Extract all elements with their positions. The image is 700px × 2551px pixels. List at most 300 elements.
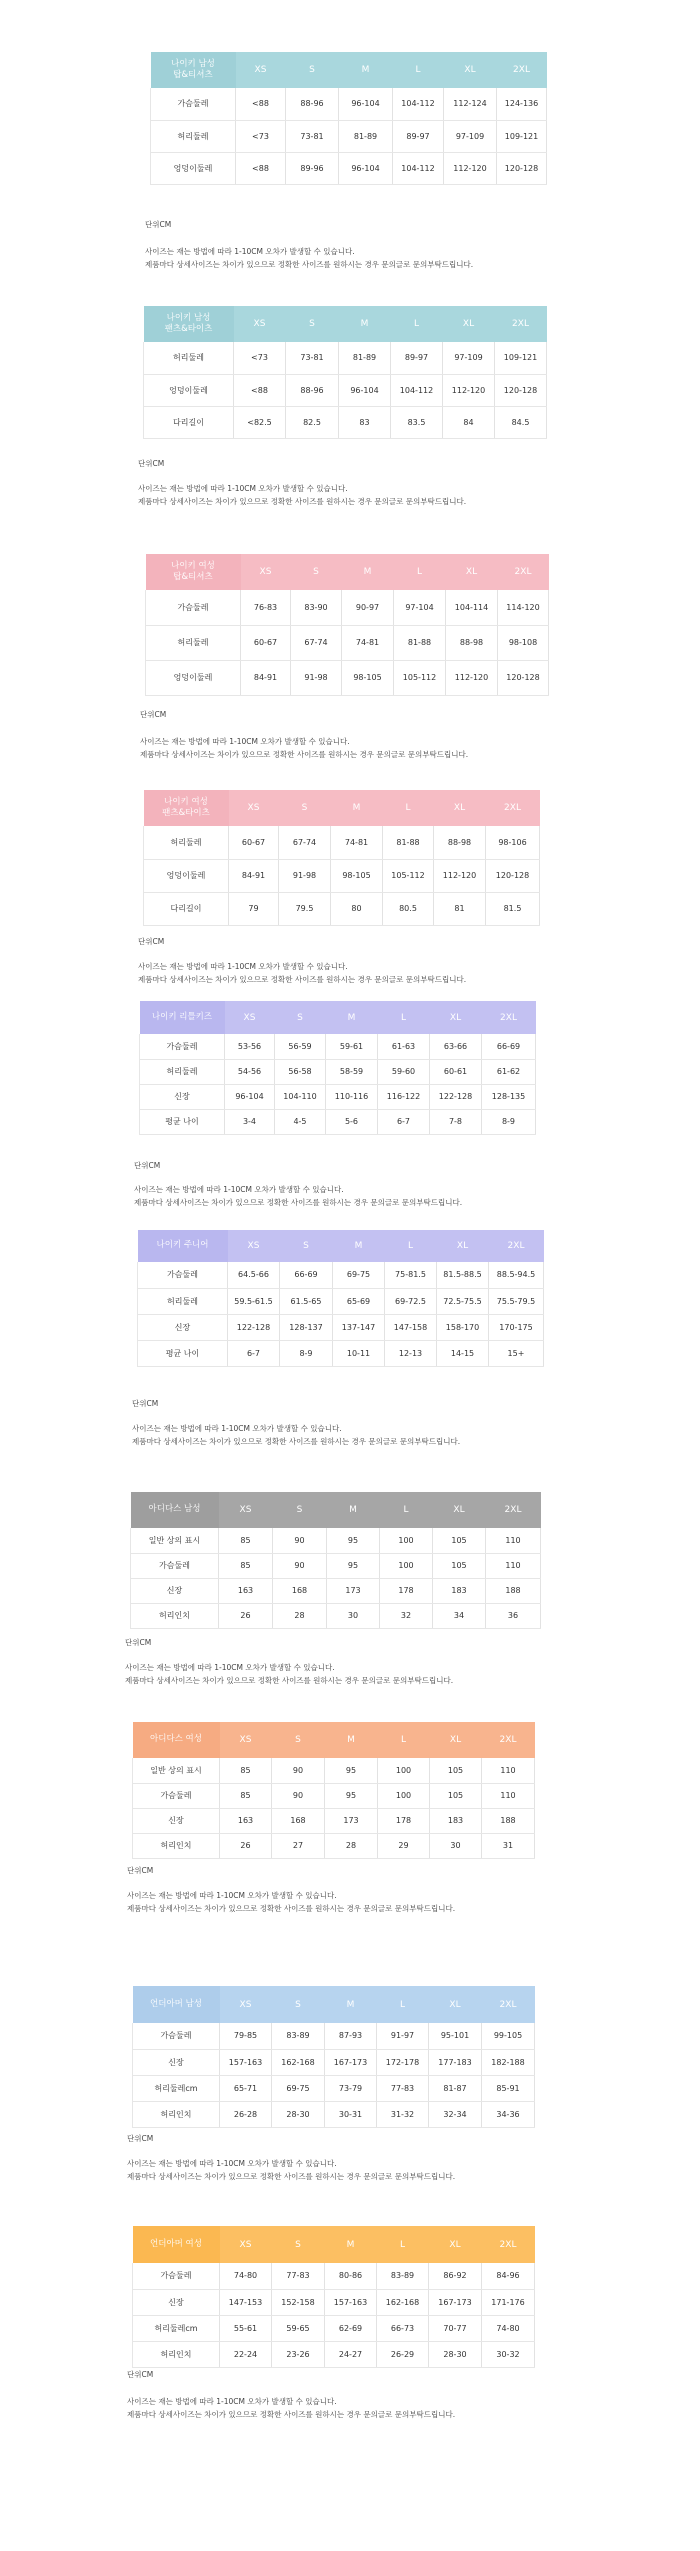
measurement-label: 허리둘레 — [146, 625, 241, 660]
table-row — [140, 1059, 536, 1084]
size-value: 152-158 — [272, 2289, 325, 2315]
size-value: 168 — [273, 1578, 327, 1603]
table-header-row — [133, 1986, 535, 2023]
size-value: 28 — [325, 1833, 378, 1858]
table-row — [131, 1578, 541, 1603]
table-row — [138, 1314, 544, 1340]
size-value: 104-114 — [446, 590, 498, 625]
size-value: 61-63 — [378, 1034, 430, 1059]
size-table-adidas-women — [132, 1722, 535, 1859]
size-value: 84-96 — [482, 2263, 535, 2289]
size-value: 58-59 — [326, 1059, 378, 1084]
table-row — [133, 2341, 535, 2367]
size-value: 89-97 — [391, 342, 443, 374]
size-value: 81-88 — [394, 625, 446, 660]
size-value: 28 — [273, 1603, 327, 1628]
size-value: 110-116 — [326, 1084, 378, 1109]
size-column-header: XL — [430, 1722, 482, 1758]
size-value: 116-122 — [378, 1084, 430, 1109]
size-column-header: 2XL — [498, 554, 549, 590]
size-value: 110 — [482, 1783, 535, 1808]
size-value: 56-59 — [275, 1034, 326, 1059]
size-value: <82.5 — [234, 406, 286, 438]
size-value: 188 — [486, 1578, 541, 1603]
size-value: 147-158 — [385, 1314, 437, 1340]
measurement-label: 신장 — [140, 1084, 225, 1109]
size-value: 128-137 — [280, 1314, 333, 1340]
size-value: 73-81 — [286, 120, 339, 152]
measurement-label: 엉덩이둘레 — [144, 859, 229, 892]
size-value: 84 — [443, 406, 495, 438]
size-value: 66-69 — [280, 1262, 333, 1288]
size-column-header: XL — [437, 1230, 489, 1262]
size-value: 83-89 — [377, 2263, 429, 2289]
size-value: 24-27 — [325, 2341, 377, 2367]
size-value: 105 — [433, 1553, 486, 1578]
table-row — [151, 88, 547, 120]
size-value: 31-32 — [377, 2101, 429, 2127]
size-value: 100 — [380, 1553, 433, 1578]
size-value: 96-104 — [339, 88, 393, 120]
measurement-label: 허리인치 — [133, 2341, 220, 2367]
size-note-line: 제품마다 상세사이즈는 차이가 있으므로 정확한 사이즈를 원하시는 경우 문의글로 문의부탁드립니다. — [145, 260, 474, 269]
size-value: 104-112 — [393, 152, 444, 184]
table-row — [133, 2263, 535, 2289]
size-value: 10-11 — [333, 1340, 385, 1366]
unit-label: 단위CM — [140, 710, 167, 719]
table-header-row — [133, 1722, 535, 1758]
size-value: 81 — [434, 892, 486, 925]
size-value: 183 — [433, 1578, 486, 1603]
size-note-line: 사이즈는 재는 방법에 따라 1-10CM 오차가 발생할 수 있습니다. — [145, 247, 355, 256]
table-row — [133, 1808, 535, 1833]
size-note-line: 사이즈는 재는 방법에 따라 1-10CM 오차가 발생할 수 있습니다. — [125, 1663, 335, 1672]
size-column-header: L — [378, 1722, 430, 1758]
size-value: 30-32 — [482, 2341, 535, 2367]
size-value: 62-69 — [325, 2315, 377, 2341]
size-value: 105 — [433, 1528, 486, 1553]
size-value: 128-135 — [482, 1084, 536, 1109]
size-column-header: M — [327, 1492, 380, 1528]
size-column-header: XS — [220, 1722, 272, 1758]
size-value: 105 — [430, 1783, 482, 1808]
measurement-label: 다리길이 — [144, 892, 229, 925]
size-value: 26 — [220, 1833, 272, 1858]
size-value: 85 — [219, 1528, 273, 1553]
measurement-label: 가슴둘레 — [151, 88, 236, 120]
size-value: <88 — [234, 374, 286, 406]
size-value: 67-74 — [279, 826, 331, 859]
size-value: 84-91 — [229, 859, 279, 892]
size-value: 3-4 — [225, 1109, 275, 1134]
size-value: 27 — [272, 1833, 325, 1858]
table-row — [140, 1084, 536, 1109]
size-column-header: XS — [220, 1986, 272, 2023]
size-value: 90-97 — [342, 590, 394, 625]
measurement-label: 엉덩이둘레 — [146, 660, 241, 695]
table-title: 나이키 남성 탑&티셔츠 — [151, 52, 236, 88]
measurement-label: 허리둘레cm — [133, 2315, 220, 2341]
size-value: 91-98 — [279, 859, 331, 892]
size-value: 80.5 — [383, 892, 434, 925]
size-value: 75.5-79.5 — [489, 1288, 544, 1314]
size-value: 5-6 — [326, 1109, 378, 1134]
size-value: 12-13 — [385, 1340, 437, 1366]
table-header-row — [151, 52, 547, 88]
size-value: 167-173 — [429, 2289, 482, 2315]
size-value: 105-112 — [383, 859, 434, 892]
size-value: 88-98 — [434, 826, 486, 859]
size-value: 173 — [327, 1578, 380, 1603]
size-value: 105-112 — [394, 660, 446, 695]
size-value: 170-175 — [489, 1314, 544, 1340]
size-value: 90 — [273, 1528, 327, 1553]
size-value: 120-128 — [498, 660, 549, 695]
size-note-line: 사이즈는 재는 방법에 따라 1-10CM 오차가 발생할 수 있습니다. — [127, 2397, 337, 2406]
size-column-header: XS — [228, 1230, 280, 1262]
size-value: 54-56 — [225, 1059, 275, 1084]
size-column-header: L — [380, 1492, 433, 1528]
size-column-header: L — [377, 1986, 429, 2023]
size-note — [145, 245, 473, 271]
size-note-line: 제품마다 상세사이즈는 차이가 있으므로 정확한 사이즈를 원하시는 경우 문의글로 문의부탁드립니다. — [134, 1198, 463, 1207]
table-title: 나이키 여성 탑&티셔츠 — [146, 554, 241, 590]
size-column-header: L — [377, 2226, 429, 2263]
size-value: 83.5 — [391, 406, 443, 438]
size-value: 60-67 — [229, 826, 279, 859]
size-table-nike-junior — [137, 1230, 544, 1367]
size-column-header: 2XL — [497, 52, 547, 88]
size-column-header: S — [286, 306, 339, 342]
size-value: 110 — [486, 1553, 541, 1578]
size-value: 81-87 — [429, 2075, 482, 2101]
size-note-line: 제품마다 상세사이즈는 차이가 있으므로 정확한 사이즈를 원하시는 경우 문의글로 문의부탁드립니다. — [138, 497, 467, 506]
size-value: 167-173 — [325, 2049, 377, 2075]
size-value: 89-96 — [286, 152, 339, 184]
size-column-header: L — [383, 790, 434, 826]
size-column-header: XS — [241, 554, 291, 590]
table-row — [146, 590, 549, 625]
measurement-label: 허리둘레 — [140, 1059, 225, 1084]
size-value: 96-104 — [225, 1084, 275, 1109]
size-value: 178 — [378, 1808, 430, 1833]
size-value: 4-5 — [275, 1109, 326, 1134]
table-row — [133, 2101, 535, 2127]
size-value: 8-9 — [482, 1109, 536, 1134]
unit-label: 단위CM — [138, 937, 165, 946]
table-row — [133, 2315, 535, 2341]
size-column-header: XL — [444, 52, 497, 88]
size-value: 8-9 — [280, 1340, 333, 1366]
size-value: 163 — [220, 1808, 272, 1833]
size-column-header: XS — [234, 306, 286, 342]
size-value: 90 — [272, 1783, 325, 1808]
size-value: 61-62 — [482, 1059, 536, 1084]
measurement-label: 다리길이 — [144, 406, 234, 438]
size-value: 96-104 — [339, 374, 391, 406]
size-value: 79-85 — [220, 2023, 272, 2049]
size-value: 162-168 — [377, 2289, 429, 2315]
unit-label: 단위CM — [125, 1638, 152, 1647]
table-title: 나이키 여성 팬츠&타이츠 — [144, 790, 229, 826]
size-value: 26-28 — [220, 2101, 272, 2127]
measurement-label: 허리인치 — [131, 1603, 219, 1628]
table-header-row — [138, 1230, 544, 1262]
size-value: 178 — [380, 1578, 433, 1603]
size-value: 84.5 — [495, 406, 547, 438]
size-value: 122-128 — [430, 1084, 482, 1109]
size-value: 60-67 — [241, 625, 291, 660]
table-title: 언더아머 여성 — [133, 2226, 220, 2263]
size-value: 104-112 — [391, 374, 443, 406]
size-value: 81-89 — [339, 120, 393, 152]
size-value: 85-91 — [482, 2075, 535, 2101]
measurement-label: 신장 — [133, 1808, 220, 1833]
measurement-label: 신장 — [138, 1314, 228, 1340]
measurement-label: 허리둘레 — [144, 342, 234, 374]
size-value: 110 — [486, 1528, 541, 1553]
size-note-line: 제품마다 상세사이즈는 차이가 있으므로 정확한 사이즈를 원하시는 경우 문의글로 문의부탁드립니다. — [125, 1676, 454, 1685]
size-column-header: M — [339, 52, 393, 88]
table-title: 아디다스 남성 — [131, 1492, 219, 1528]
size-value: 66-73 — [377, 2315, 429, 2341]
size-value: 75-81.5 — [385, 1262, 437, 1288]
table-row — [138, 1288, 544, 1314]
unit-label: 단위CM — [145, 220, 172, 229]
size-value: 86-92 — [429, 2263, 482, 2289]
size-value: 85 — [219, 1553, 273, 1578]
size-value: 89-97 — [393, 120, 444, 152]
table-header-row — [133, 2226, 535, 2263]
measurement-label: 일반 상의 표시 — [131, 1528, 219, 1553]
size-column-header: XS — [229, 790, 279, 826]
size-column-header: M — [331, 790, 383, 826]
table-header-row — [144, 306, 547, 342]
size-column-header: XL — [433, 1492, 486, 1528]
size-value: 74-81 — [342, 625, 394, 660]
size-value: 6-7 — [378, 1109, 430, 1134]
table-header-row — [140, 1001, 536, 1034]
size-column-header: XL — [430, 1001, 482, 1034]
size-value: 65-69 — [333, 1288, 385, 1314]
size-value: 173 — [325, 1808, 378, 1833]
size-value: 100 — [378, 1783, 430, 1808]
size-table-nike-men-top — [150, 52, 547, 185]
size-value: 63-66 — [430, 1034, 482, 1059]
size-value: 59.5-61.5 — [228, 1288, 280, 1314]
size-value: 137-147 — [333, 1314, 385, 1340]
size-value: 157-163 — [220, 2049, 272, 2075]
size-column-header: XS — [225, 1001, 275, 1034]
size-column-header: XL — [446, 554, 498, 590]
size-column-header: 2XL — [495, 306, 547, 342]
size-value: 99-105 — [482, 2023, 535, 2049]
size-note-line: 사이즈는 재는 방법에 따라 1-10CM 오차가 발생할 수 있습니다. — [138, 962, 348, 971]
size-value: 104-110 — [275, 1084, 326, 1109]
size-value: 53-56 — [225, 1034, 275, 1059]
size-column-header: M — [325, 1986, 377, 2023]
table-row — [144, 342, 547, 374]
table-row — [133, 1833, 535, 1858]
size-note — [127, 2157, 455, 2183]
size-value: 14-15 — [437, 1340, 489, 1366]
measurement-label: 가슴둘레 — [146, 590, 241, 625]
table-row — [133, 2049, 535, 2075]
measurement-label: 신장 — [133, 2049, 220, 2075]
size-value: 81-88 — [383, 826, 434, 859]
size-column-header: 2XL — [482, 1001, 536, 1034]
size-note-line: 사이즈는 재는 방법에 따라 1-10CM 오차가 발생할 수 있습니다. — [140, 737, 350, 746]
size-value: 95 — [327, 1553, 380, 1578]
size-value: 74-80 — [482, 2315, 535, 2341]
size-value: 100 — [378, 1758, 430, 1783]
size-column-header: S — [275, 1001, 326, 1034]
size-value: 120-128 — [495, 374, 547, 406]
size-value: 177-183 — [429, 2049, 482, 2075]
size-value: 158-170 — [437, 1314, 489, 1340]
size-value: 112-120 — [434, 859, 486, 892]
size-value: 59-60 — [378, 1059, 430, 1084]
size-value: 31 — [482, 1833, 535, 1858]
measurement-label: 허리인치 — [133, 1833, 220, 1858]
size-column-header: 2XL — [482, 1722, 535, 1758]
size-value: 157-163 — [325, 2289, 377, 2315]
size-column-header: S — [272, 1986, 325, 2023]
size-column-header: M — [342, 554, 394, 590]
size-value: 69-72.5 — [385, 1288, 437, 1314]
size-value: 74-81 — [331, 826, 383, 859]
measurement-label: 허리둘레 — [144, 826, 229, 859]
size-value: 73-79 — [325, 2075, 377, 2101]
size-value: 83-89 — [272, 2023, 325, 2049]
size-value: 109-121 — [497, 120, 547, 152]
size-note — [127, 2395, 455, 2421]
size-note-line: 사이즈는 재는 방법에 따라 1-10CM 오차가 발생할 수 있습니다. — [132, 1424, 342, 1433]
size-value: 122-128 — [228, 1314, 280, 1340]
size-value: 55-61 — [220, 2315, 272, 2341]
size-value: 15+ — [489, 1340, 544, 1366]
size-value: 65-71 — [220, 2075, 272, 2101]
size-column-header: 2XL — [482, 2226, 535, 2263]
table-title: 언더아머 남성 — [133, 1986, 220, 2023]
size-value: 70-77 — [429, 2315, 482, 2341]
size-value: 28-30 — [272, 2101, 325, 2127]
size-value: 87-93 — [325, 2023, 377, 2049]
size-note-line: 제품마다 상세사이즈는 차이가 있으므로 정확한 사이즈를 원하시는 경우 문의글로 문의부탁드립니다. — [127, 2410, 456, 2419]
size-column-header: S — [291, 554, 342, 590]
size-value: 112-120 — [446, 660, 498, 695]
size-value: 85 — [220, 1758, 272, 1783]
size-value: 114-120 — [498, 590, 549, 625]
size-value: 30-31 — [325, 2101, 377, 2127]
size-value: 34-36 — [482, 2101, 535, 2127]
size-value: 23-26 — [272, 2341, 325, 2367]
size-note — [127, 1889, 455, 1915]
size-value: 77-83 — [272, 2263, 325, 2289]
size-value: 32 — [380, 1603, 433, 1628]
size-value: 85 — [220, 1783, 272, 1808]
size-value: 147-153 — [220, 2289, 272, 2315]
size-value: 98-105 — [331, 859, 383, 892]
table-row — [133, 2023, 535, 2049]
size-value: 81-89 — [339, 342, 391, 374]
size-value: 171-176 — [482, 2289, 535, 2315]
size-value: 98-106 — [486, 826, 540, 859]
size-note — [132, 1422, 460, 1448]
size-value: 82.5 — [286, 406, 339, 438]
size-value: 67-74 — [291, 625, 342, 660]
table-title: 나이키 주니어 — [138, 1230, 228, 1262]
size-table-nike-women-pants — [143, 790, 540, 926]
table-title: 나이키 리틀키즈 — [140, 1001, 225, 1034]
size-value: 88-98 — [446, 625, 498, 660]
size-value: 77-83 — [377, 2075, 429, 2101]
measurement-label: 허리둘레 — [151, 120, 236, 152]
size-note-line: 사이즈는 재는 방법에 따라 1-10CM 오차가 발생할 수 있습니다. — [127, 2159, 337, 2168]
size-value: 26 — [219, 1603, 273, 1628]
table-row — [144, 826, 540, 859]
table-row — [144, 892, 540, 925]
size-note — [134, 1183, 462, 1209]
size-note-line: 사이즈는 재는 방법에 따라 1-10CM 오차가 발생할 수 있습니다. — [127, 1891, 337, 1900]
size-note — [140, 735, 468, 761]
measurement-label: 신장 — [133, 2289, 220, 2315]
size-column-header: S — [272, 2226, 325, 2263]
size-value: 163 — [219, 1578, 273, 1603]
size-column-header: XL — [434, 790, 486, 826]
unit-label: 단위CM — [134, 1161, 161, 1170]
measurement-label: 허리둘레cm — [133, 2075, 220, 2101]
size-column-header: 2XL — [482, 1986, 535, 2023]
table-row — [144, 374, 547, 406]
size-column-header: M — [333, 1230, 385, 1262]
size-value: 84-91 — [241, 660, 291, 695]
size-value: 30 — [327, 1603, 380, 1628]
size-note — [138, 482, 466, 508]
size-value: 168 — [272, 1808, 325, 1833]
measurement-label: 평균 나이 — [138, 1340, 228, 1366]
size-value: 100 — [380, 1528, 433, 1553]
size-column-header: XS — [219, 1492, 273, 1528]
size-value: 183 — [430, 1808, 482, 1833]
table-row — [133, 2289, 535, 2315]
size-note-line: 제품마다 상세사이즈는 차이가 있으므로 정확한 사이즈를 원하시는 경우 문의글로 문의부탁드립니다. — [127, 2172, 456, 2181]
size-column-header: 2XL — [489, 1230, 544, 1262]
size-value: <88 — [236, 152, 286, 184]
measurement-label: 가슴둘레 — [138, 1262, 228, 1288]
size-column-header: S — [273, 1492, 327, 1528]
size-value: 79 — [229, 892, 279, 925]
table-title: 아디다스 여성 — [133, 1722, 220, 1758]
size-value: 69-75 — [333, 1262, 385, 1288]
size-value: 104-112 — [393, 88, 444, 120]
table-row — [140, 1109, 536, 1134]
size-value: 96-104 — [339, 152, 393, 184]
table-header-row — [131, 1492, 541, 1528]
size-value: 90 — [273, 1553, 327, 1578]
size-value: 112-120 — [444, 152, 497, 184]
table-header-row — [144, 790, 540, 826]
unit-label: 단위CM — [138, 459, 165, 468]
table-row — [151, 120, 547, 152]
measurement-label: 평균 나이 — [140, 1109, 225, 1134]
size-value: 69-75 — [272, 2075, 325, 2101]
size-table-underarmour-men — [132, 1986, 535, 2128]
size-column-header: L — [394, 554, 446, 590]
size-value: 60-61 — [430, 1059, 482, 1084]
size-column-header: 2XL — [486, 790, 540, 826]
size-value: 83 — [339, 406, 391, 438]
